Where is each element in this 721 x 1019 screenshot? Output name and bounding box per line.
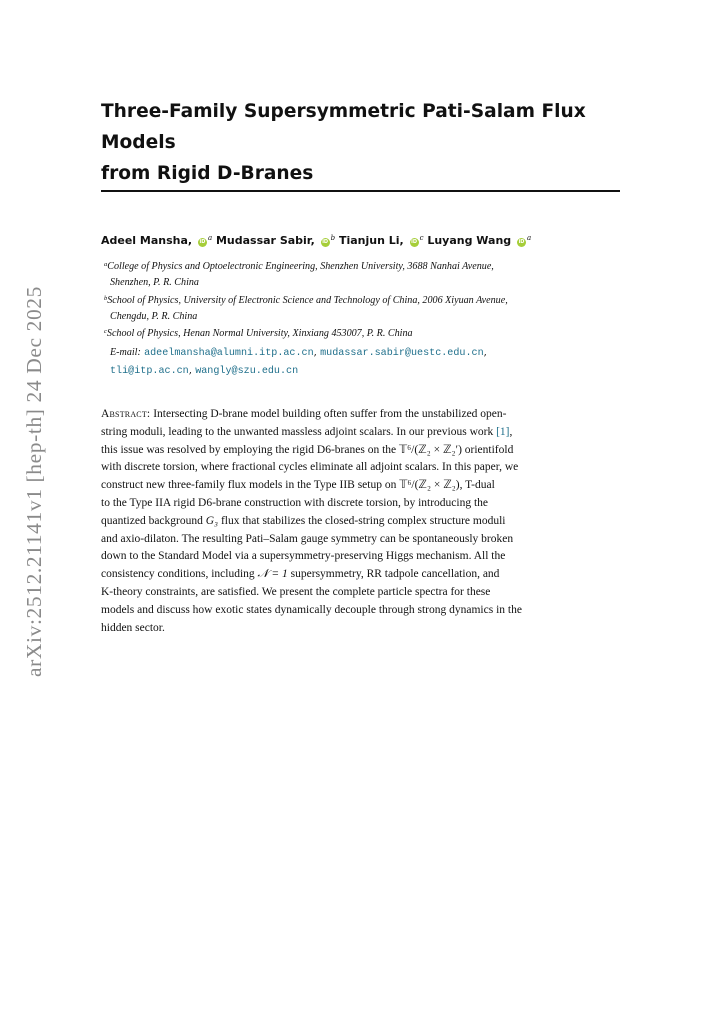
math-orbifold: 𝕋⁶/(ℤ₂ × ℤ₂′) [399,443,462,456]
email-link[interactable]: tli@itp.ac.cn [110,366,189,377]
author-name: Luyang Wang [427,234,512,247]
affiliation-text: School of Physics, University of Electronic Science and Technology of China, 2006 Xiyuan Avenue, [107,295,508,306]
affiliation-text: Shenzhen, P. R. China [110,277,199,288]
author-affil-mark: a [207,234,213,242]
email-block: E-mail: adeelmansha@alumni.itp.ac.cn, mudassar.sabir@uestc.edu.cn, tli@itp.ac.cn, wangly@szu.edu.cn [110,347,487,377]
math-orbifold: 𝕋⁶/(ℤ₂ × ℤ₂) [399,479,460,492]
affiliation-mark: b [104,295,108,302]
email-link[interactable]: adeelmansha@alumni.itp.ac.cn [144,348,314,359]
paper-title [101,96,631,189]
citation-link[interactable]: [1] [496,425,510,438]
author-list [101,234,531,247]
author-affil-mark: b [330,234,336,242]
affiliation-text: College of Physics and Optoelectronic Engineering, Shenzhen University, 3688 Nanhai Avenue, [107,261,494,272]
orcid-icon[interactable]: iD [199,239,206,245]
title-rule [101,190,620,192]
email-link[interactable]: wangly@szu.edu.cn [195,366,299,377]
email-label: E-mail: [110,347,141,358]
author-name: Adeel Mansha, [101,234,193,247]
abstract-heading: Abstract: [101,408,151,420]
affiliation-mark: c [104,328,107,335]
title-line-1: Three-Family Supersymmetric Pati-Salam Flux Models [101,101,586,153]
author-affil-mark: c [419,234,424,242]
affiliation-text: School of Physics, Henan Normal University, Xinxiang 453007, P. R. China [106,328,413,339]
orcid-icon[interactable]: iD [322,239,329,245]
orcid-icon[interactable]: iD [411,239,417,245]
arxiv-stamp-text: arXiv:2512.21141v1 [hep-th] 24 Dec 2025 [21,285,46,677]
author-name: Tianjun Li, [338,234,404,247]
affiliation-a [104,257,494,291]
affiliation-b [104,291,508,325]
affiliation-mark: a [104,261,108,268]
math-flux: G₃ [205,514,219,527]
orcid-icon[interactable]: iD [518,239,525,245]
author-affil-mark: a [527,234,532,242]
affiliation-c [104,324,413,342]
author-name: Mudassar Sabir, [215,234,315,247]
math-susy: 𝒩 = 1 [257,568,288,581]
email-link[interactable]: mudassar.sabir@uestc.edu.cn [320,348,484,359]
arxiv-identifier-stamp [16,285,52,677]
affiliation-text: Chengdu, P. R. China [110,311,198,322]
title-line-2: from Rigid D-Branes [101,163,314,184]
abstract: Abstract: Intersecting D-brane model building often suffer from the unstabilized open- string moduli, leading to the unwanted massless adjoint scalars. In our previous work [1], this issue was resolved by employing the rigid D6-branes on the 𝕋⁶/(ℤ₂ × ℤ₂′) orientifold with discrete torsion, where fractional cycles eliminate all adjoint scalars. In this paper, we construct new three-family flux models in the Type IIB setup on 𝕋⁶/(ℤ₂ × ℤ₂), T-dual to the Type IIA rigid D6-brane construction with discrete torsion, by introducing the quantized background G₃ flux that stabilizes the closed-string complex structure moduli and axio-dilaton. The resulting Pati–Salam gauge symmetry can be spontaneously broken down to the Standard Model via a supersymmetry-preserving Higgs mechanism. All the consistency conditions, including 𝒩 = 1 supersymmetry, RR tadpole cancellation, and K-theory constraints, are satisfied. We present the complete particle spectra for these models and discuss how exotic states dynamically decouple through strong dynamics in the hidden sector. [101,408,522,634]
